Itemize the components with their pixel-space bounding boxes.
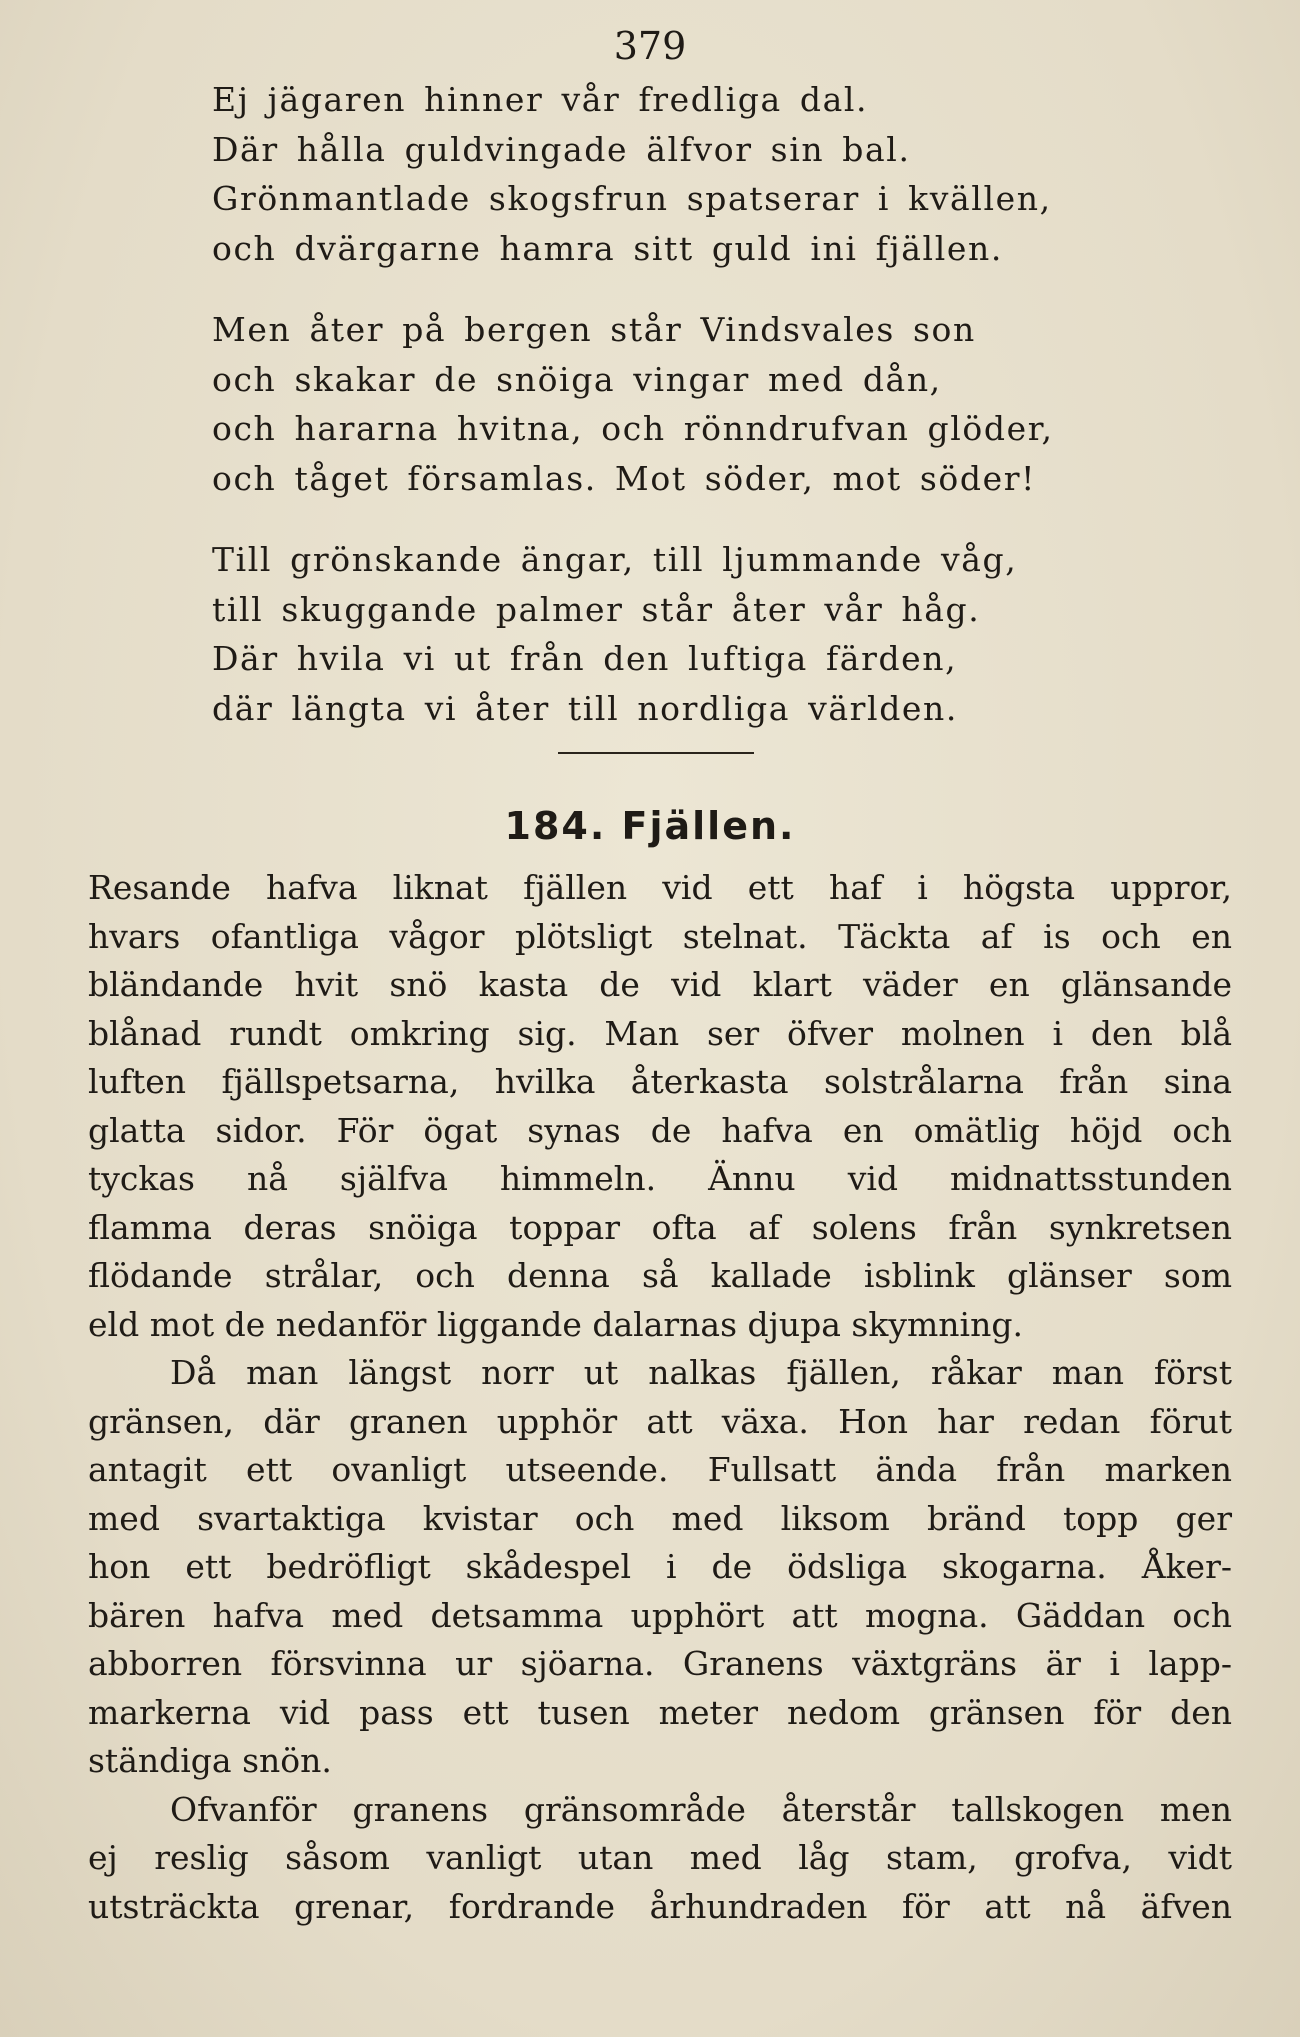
poem-line: där längta vi åter till nordliga världen. [212,688,958,728]
poem-stanza [212,75,1252,273]
text-line: tyckas nå själfva himmeln. Ännu vid midnattsstunden [88,1159,1232,1198]
poem-line: Ej jägaren hinner vår fredliga dal. [212,80,869,119]
text-line: antagit ett ovanligt utseende. Fullsatt ända från marken [88,1450,1232,1489]
text-line: Resande hafva liknat fjällen vid ett haf i högsta uppror, [88,868,1232,907]
poem-line: Där hålla guldvingade älfvor sin bal. [212,129,911,169]
poem-line: Där hvila vi ut från den luftiga färden, [212,639,958,678]
paragraph [88,1349,1232,1786]
text-line: luften fjällspetsarna, hvilka återkasta solstrålarna från sina [88,1062,1232,1101]
text-line: hon ett bedröfligt skådespel i de ödsliga skogarna. Åker- [88,1547,1232,1586]
poem [212,75,1252,765]
text-line: bländande hvit snö kasta de vid klart väder en glänsande [88,965,1232,1004]
text-line: glatta sidor. För ögat synas de hafva en omätlig höjd och [88,1110,1232,1150]
paragraph [88,864,1232,1349]
poem-line: till skuggande palmer står åter vår håg. [212,589,981,629]
text-line: abborren försvinna ur sjöarna. Granens växtgräns är i lapp- [88,1644,1232,1683]
text-line: eld mot de nedanför liggande dalarnas djupa skymning. [88,1304,1023,1344]
section-divider [558,752,754,754]
poem-line: och dvärgarne hamra sitt guld ini fjällen. [212,228,1003,268]
text-line: Ofvanför granens gränsområde återstår tallskogen men [170,1789,1232,1829]
poem-line: Grönmantlade skogsfrun spatserar i kvällen, [212,179,1052,218]
poem-stanza [212,535,1252,733]
text-line: flödande strålar, och denna så kallade isblink glänser som [88,1256,1232,1295]
text-line: markerna vid pass ett tusen meter nedom gränsen för den [88,1692,1232,1732]
text-line: med svartaktiga kvistar och med liksom bränd topp ger [88,1498,1232,1538]
poem-line: och tåget församlas. Mot söder, mot söder! [212,458,1036,498]
text-line: hvars ofantliga vågor plötsligt stelnat. Täckta af is och en [88,916,1232,956]
text-line: bären hafva med detsamma upphört att mogna. Gäddan och [88,1595,1232,1635]
text-line: gränsen, där granen upphör att växa. Hon har redan förut [88,1401,1232,1441]
poem-line: och hararna hvitna, och rönndrufvan glöder, [212,409,1054,448]
text-line: ständiga snön. [88,1741,332,1780]
text-line: flamma deras snöiga toppar ofta af solens från synkretsen [88,1207,1232,1247]
poem-line: Men åter på bergen står Vindsvales son [212,310,976,349]
text-line: ej reslig såsom vanligt utan med låg stam, grofva, vidt [88,1838,1232,1877]
page-number: 379 [613,24,687,68]
section-heading: 184. Fjällen. [504,804,796,848]
poem-stanza [212,305,1252,503]
poem-line: Till grönskande ängar, till ljummande våg, [212,540,1018,579]
poem-line: och skakar de snöiga vingar med dån, [212,359,942,399]
prose-body [88,864,1232,1931]
paragraph [88,1786,1232,1932]
text-line: utsträckta grenar, fordrande århundraden för att nå äfven [88,1886,1232,1926]
text-line: Då man längst norr ut nalkas fjällen, råkar man först [170,1353,1232,1392]
text-line: blånad rundt omkring sig. Man ser öfver molnen i den blå [88,1013,1232,1053]
